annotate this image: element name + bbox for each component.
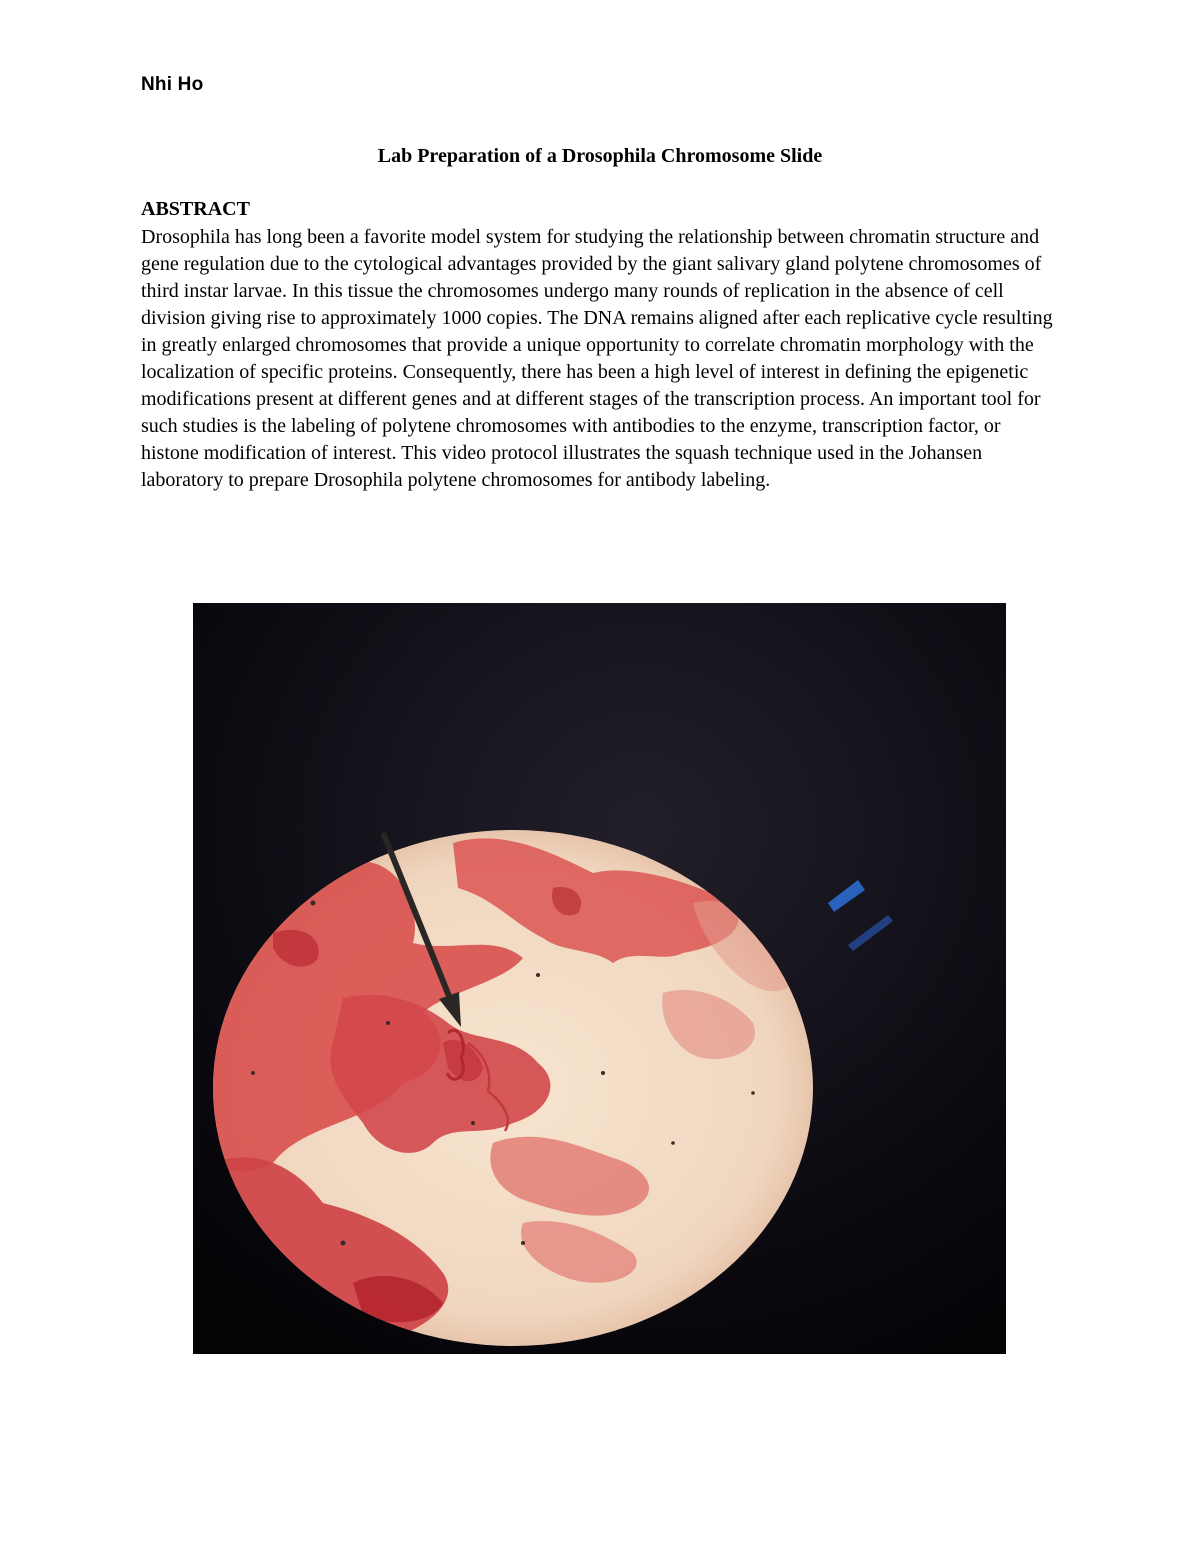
microscope-field-image xyxy=(193,603,1006,1354)
microscope-photo xyxy=(193,603,1006,1354)
author-name: Nhi Ho xyxy=(141,74,204,95)
abstract-text: Drosophila has long been a favorite model system for studying the relationship between chromatin structure and gene regulation due to the cytological advantages provided by the giant salivary gland polytene chromosomes of third instar larvae. In this tissue the chromosomes undergo many rounds of replication in the absence of cell division giving rise to approximately 1000 copies. The DNA remains aligned after each replicative cycle resulting in greatly enlarged chromosomes that provide a unique opportunity to correlate chromatin morphology with the localization of specific proteins. Consequently, there has been a high level of interest in defining the epigenetic modifications present at different genes and at different stages of the transcription process. An important tool for such studies is the labeling of polytene chromosomes with antibodies to the enzyme, transcription factor, or histone modification of interest. This video protocol illustrates the squash technique used in the Johansen laboratory to prepare Drosophila polytene chromosomes for antibody labeling. xyxy=(141,226,1053,491)
abstract-heading: ABSTRACT xyxy=(141,198,250,220)
document-title: Lab Preparation of a Drosophila Chromosome Slide xyxy=(377,145,823,167)
